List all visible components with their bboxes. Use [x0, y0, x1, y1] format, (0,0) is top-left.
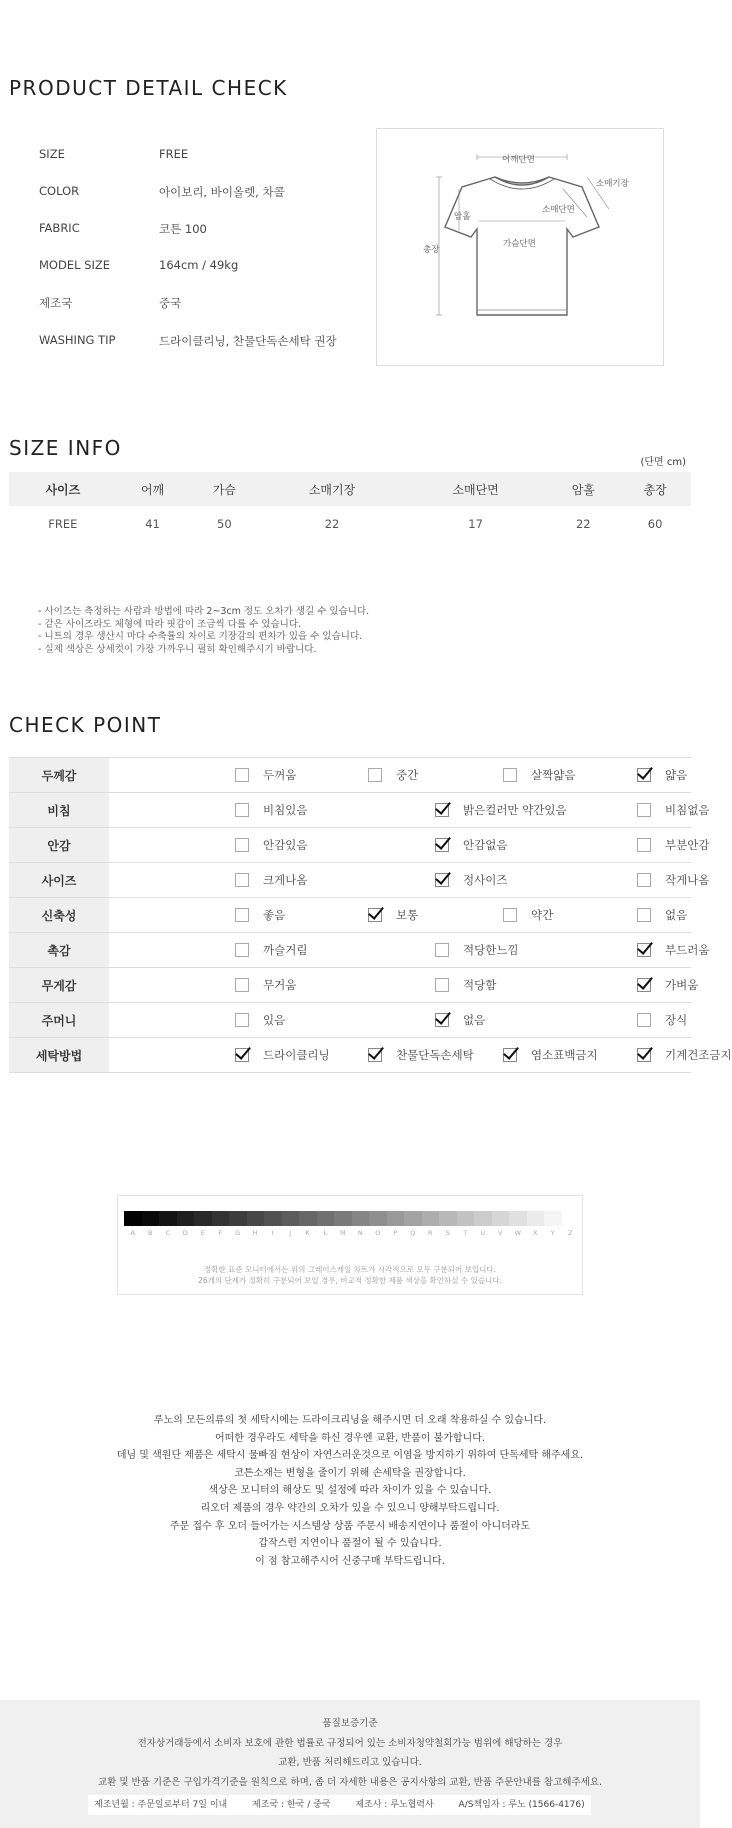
grayscale-letter: U [480, 1229, 486, 1237]
grayscale-letter: G [235, 1229, 241, 1237]
checkbox-empty-icon[interactable] [235, 838, 249, 852]
check-option[interactable] [637, 942, 709, 958]
note-line: - 니트의 경우 생산시 마다 수축률의 차이로 기장감의 편차가 있을 수 있습니다. [38, 631, 363, 642]
check-option-label: 찬물단독손세탁 [396, 1048, 474, 1062]
manufacture-country: 제조국 : 한국 / 중국 [252, 1800, 331, 1810]
grayscale-swatch [142, 1211, 160, 1226]
footer-meta [88, 1795, 591, 1815]
size-cell: 22 [324, 517, 340, 531]
check-option[interactable] [235, 767, 296, 783]
check-option[interactable] [637, 907, 687, 923]
check-option-label: 얇음 [665, 768, 688, 782]
check-option[interactable] [235, 977, 296, 993]
check-label: 무게감 [9, 968, 109, 1003]
check-option[interactable] [235, 802, 307, 818]
check-option-label: 크게나옴 [263, 873, 308, 887]
checkbox-checked-icon[interactable] [235, 1048, 249, 1062]
grayscale-swatch [264, 1211, 282, 1226]
check-option[interactable] [637, 802, 709, 818]
spec-key: FABRIC [39, 221, 80, 235]
spec-key: MODEL SIZE [39, 258, 110, 272]
check-options [109, 863, 710, 898]
checkbox-empty-icon[interactable] [235, 978, 249, 992]
check-option-label: 안감있음 [263, 838, 308, 852]
grayscale-letter: Y [550, 1229, 555, 1237]
checkbox-checked-icon[interactable] [435, 803, 449, 817]
checkbox-empty-icon[interactable] [637, 838, 651, 852]
size-header-cell: 가슴 [188, 472, 260, 506]
checkbox-checked-icon[interactable] [435, 1013, 449, 1027]
check-row [9, 828, 691, 863]
grayscale-letter: Z [568, 1229, 573, 1237]
grayscale-letter: I [271, 1229, 274, 1237]
check-label: 주머니 [9, 1003, 109, 1038]
footer-line: 전자상거래등에서 소비자 보호에 관한 법률로 규정되어 있는 소비자청약철회가능 범위에 해당하는 경우 [137, 1737, 563, 1749]
spec-value: 164cm / 49kg [159, 258, 239, 272]
diagram-label-shoulder: 어깨단면 [502, 155, 535, 165]
size-cell: 60 [647, 517, 663, 531]
check-option[interactable] [637, 977, 698, 993]
grayscale-swatch [159, 1211, 177, 1226]
check-option-label: 작게나옴 [665, 873, 710, 887]
care-line: 갑작스런 지연이나 품절이 될 수 있습니다. [258, 1538, 442, 1550]
spec-key: 제조국 [39, 296, 73, 310]
grayscale-letter: B [148, 1229, 153, 1237]
check-row [9, 933, 691, 968]
check-option-label: 드라이클리닝 [263, 1048, 330, 1062]
check-options [109, 793, 710, 828]
checkbox-checked-icon[interactable] [637, 1048, 651, 1062]
grayscale-letter: X [533, 1229, 538, 1237]
checkbox-empty-icon[interactable] [503, 768, 517, 782]
check-option[interactable] [435, 802, 567, 818]
size-cell: FREE [48, 517, 78, 531]
check-option[interactable] [235, 1012, 285, 1028]
checkbox-checked-icon[interactable] [637, 978, 651, 992]
as-contact: A/S책임자 : 루노 (1566-4176) [458, 1800, 585, 1810]
spec-value: FREE [159, 147, 189, 161]
care-line: 주문 접수 후 오더 들어가는 시스템상 상품 주문시 배송지연이나 품절이 아니더라도 [169, 1520, 531, 1532]
checkbox-empty-icon[interactable] [637, 873, 651, 887]
checkbox-empty-icon[interactable] [235, 803, 249, 817]
checkbox-empty-icon[interactable] [637, 803, 651, 817]
spec-key: COLOR [39, 184, 80, 198]
check-option[interactable] [435, 942, 519, 958]
note-line: - 사이즈는 측정하는 사람과 방법에 따라 2~3cm 정도 오차가 생길 수 있습니다. [38, 606, 370, 617]
grayscale-swatch [124, 1211, 142, 1226]
check-option[interactable] [368, 907, 418, 923]
product-detail-title: PRODUCT DETAIL CHECK [9, 76, 288, 100]
size-notes [38, 606, 369, 656]
care-line: 색상은 모니터의 해상도 및 설정에 따라 차이가 있을 수 있습니다. [208, 1485, 492, 1497]
check-option-label: 무거움 [263, 978, 297, 992]
check-option-label: 두꺼움 [263, 768, 297, 782]
quality-guarantee-footer [0, 1700, 700, 1828]
grayscale-swatch [439, 1211, 457, 1226]
size-header-cell: 어깨 [117, 472, 189, 506]
tshirt-size-diagram [376, 128, 664, 366]
grayscale-swatch [352, 1211, 370, 1226]
grayscale-letter: E [200, 1229, 205, 1237]
size-header-cell: 사이즈 [9, 472, 117, 506]
checkbox-empty-icon[interactable] [235, 943, 249, 957]
check-option[interactable] [368, 767, 418, 783]
manufacturer: 제조사 : 루노협력사 [355, 1800, 434, 1810]
care-line: 리오더 제품의 경우 약간의 오차가 있을 수 있으니 양해부탁드립니다. [200, 1502, 500, 1514]
checkbox-checked-icon[interactable] [368, 1048, 382, 1062]
grayscale-letter: O [375, 1229, 381, 1237]
note-line: - 실제 색상은 상세컷이 가장 가까우니 필히 확인해주시기 바랍니다. [38, 643, 317, 655]
grayscale-note-line: 정확한 표준 모니터에서는 위의 그레이스케일 차트가 시각적으로 모두 구분되어 보입니다. [204, 1265, 496, 1274]
check-row [9, 863, 691, 898]
check-label: 세탁방법 [9, 1038, 109, 1073]
check-row [9, 898, 691, 933]
checkbox-empty-icon[interactable] [235, 768, 249, 782]
diagram-label-chest: 가슴단면 [503, 239, 536, 249]
size-header-cell: 소매기장 [260, 472, 404, 506]
checkbox-empty-icon[interactable] [637, 1013, 651, 1027]
check-option[interactable] [435, 872, 507, 888]
grayscale-letter: M [339, 1229, 346, 1237]
grayscale-chart [117, 1195, 583, 1295]
spec-key: SIZE [39, 147, 65, 161]
grayscale-letter: C [165, 1229, 171, 1237]
check-option-label: 중간 [396, 768, 419, 782]
footer-text [0, 1714, 700, 1792]
grayscale-swatch [562, 1211, 580, 1226]
grayscale-swatch [509, 1211, 527, 1226]
check-option[interactable] [368, 1047, 474, 1063]
check-option-label: 기계건조금지 [665, 1048, 732, 1062]
check-option-label: 좋음 [263, 908, 286, 922]
check-option-label: 염소표백금지 [531, 1048, 598, 1062]
grayscale-swatch [492, 1211, 510, 1226]
check-option-label: 정사이즈 [463, 873, 508, 887]
size-cell: 50 [217, 517, 232, 531]
grayscale-swatch [299, 1211, 317, 1226]
check-options [109, 828, 710, 863]
check-row [9, 968, 691, 1003]
check-option[interactable] [637, 767, 687, 783]
check-option-label: 까슬거림 [263, 943, 308, 957]
check-option[interactable] [235, 942, 307, 958]
check-option[interactable] [235, 907, 285, 923]
checkbox-empty-icon[interactable] [235, 908, 249, 922]
checkbox-empty-icon[interactable] [435, 943, 449, 957]
grayscale-letter: Q [410, 1229, 416, 1237]
grayscale-letter: H [252, 1229, 258, 1237]
check-option-label: 있음 [263, 1013, 286, 1027]
check-option[interactable] [637, 1047, 732, 1063]
spec-value: 아이보리, 바이올렛, 차콜 [159, 185, 285, 199]
grayscale-swatch [457, 1211, 475, 1226]
check-option-label: 부드러움 [665, 943, 710, 957]
check-options [109, 1003, 691, 1038]
manufacture-date: 제조년월 : 주문일로부터 7일 이내 [94, 1800, 228, 1810]
grayscale-note-line: 26개의 단계가 정확히 구분되어 보일 경우, 비교적 정확한 제품 색상을 확인하실 수 있습니다. [198, 1276, 502, 1285]
check-option[interactable] [235, 1047, 330, 1063]
footer-line: 교환, 반품 처리해드리고 있습니다. [278, 1757, 422, 1768]
checkbox-empty-icon[interactable] [235, 873, 249, 887]
grayscale-letter: S [445, 1229, 450, 1237]
grayscale-swatch [527, 1211, 545, 1226]
grayscale-letter: T [463, 1229, 468, 1237]
check-label: 두께감 [9, 758, 109, 793]
checkbox-checked-icon[interactable] [503, 1048, 517, 1062]
grayscale-letter: N [357, 1229, 363, 1237]
checkbox-checked-icon[interactable] [637, 768, 651, 782]
diagram-label-sleeve-width: 소매단면 [542, 205, 575, 215]
grayscale-letter: R [427, 1229, 433, 1237]
grayscale-swatch [194, 1211, 212, 1226]
checkbox-empty-icon[interactable] [435, 978, 449, 992]
size-unit: (단면 cm) [640, 457, 686, 468]
note-line: - 같은 사이즈라도 체형에 따라 핏감이 조금씩 다를 수 있습니다. [38, 618, 302, 630]
check-option[interactable] [503, 767, 575, 783]
checkbox-empty-icon[interactable] [503, 908, 517, 922]
grayscale-swatch [422, 1211, 440, 1226]
check-row [9, 758, 691, 793]
check-option[interactable] [235, 872, 307, 888]
grayscale-letter: W [514, 1229, 521, 1237]
care-line: 루노의 모든의류의 첫 세탁시에는 드라이크리닝을 해주시면 더 오래 착용하실 수 있습니다. [153, 1415, 547, 1426]
check-option-label: 가벼움 [665, 978, 699, 992]
grayscale-swatch [177, 1211, 195, 1226]
diagram-label-sleeve-length: 소매기장 [596, 179, 629, 189]
check-point-title: CHECK POINT [9, 713, 162, 737]
check-label: 비침 [9, 793, 109, 828]
size-table-header [9, 472, 691, 506]
care-notice [0, 1412, 700, 1570]
check-option[interactable] [637, 872, 709, 888]
check-option-label: 적당한느낌 [463, 943, 519, 957]
grayscale-swatch [282, 1211, 300, 1226]
size-cell: 22 [575, 517, 591, 531]
check-option-label: 장식 [665, 1013, 688, 1027]
checkbox-checked-icon[interactable] [435, 873, 449, 887]
grayscale-note [118, 1264, 582, 1286]
check-point-table [9, 757, 732, 1073]
spec-value: 중국 [159, 296, 182, 310]
grayscale-swatch [247, 1211, 265, 1226]
check-options [109, 898, 691, 933]
size-info-title: SIZE INFO [9, 436, 122, 460]
grayscale-letter: V [498, 1229, 503, 1237]
check-option-label: 보통 [396, 908, 419, 922]
check-option[interactable] [435, 977, 496, 993]
check-option[interactable] [637, 837, 709, 853]
check-option-label: 밝은컬러만 약간있음 [463, 803, 567, 817]
grayscale-swatch [544, 1211, 562, 1226]
check-option[interactable] [435, 1012, 485, 1028]
check-option-label: 적당함 [463, 978, 497, 992]
grayscale-letters [124, 1229, 579, 1237]
check-option-label: 비침없음 [665, 803, 710, 817]
check-option-label: 부분안감 [665, 838, 710, 852]
check-row [9, 1038, 691, 1073]
table-row [9, 506, 691, 542]
size-header-cell: 소매단면 [404, 472, 548, 506]
size-cell: 41 [145, 517, 160, 531]
check-option[interactable] [503, 1047, 598, 1063]
diagram-label-armhole: 암홀 [454, 212, 471, 222]
checkbox-checked-icon[interactable] [435, 838, 449, 852]
check-label: 촉감 [9, 933, 109, 968]
grayscale-letter: F [218, 1229, 223, 1237]
checkbox-empty-icon[interactable] [235, 1013, 249, 1027]
care-line: 이 점 참고해주시어 신중구매 부탁드립니다. [255, 1555, 445, 1567]
grayscale-strip [124, 1211, 579, 1226]
check-option-label: 없음 [665, 908, 688, 922]
checkbox-checked-icon[interactable] [368, 908, 382, 922]
check-options [109, 968, 699, 1003]
check-label: 안감 [9, 828, 109, 863]
grayscale-letter: J [289, 1229, 292, 1237]
spec-value: 드라이클리닝, 찬물단독손세탁 권장 [159, 334, 337, 348]
grayscale-swatch [369, 1211, 387, 1226]
check-option-label: 없음 [463, 1013, 486, 1027]
grayscale-swatch [229, 1211, 247, 1226]
grayscale-letter: D [182, 1229, 188, 1237]
grayscale-swatch [404, 1211, 422, 1226]
check-option-label: 비침있음 [263, 803, 308, 817]
grayscale-letter: K [305, 1229, 310, 1237]
size-cell: 17 [468, 517, 483, 531]
check-row [9, 793, 691, 828]
checkbox-empty-icon[interactable] [637, 908, 651, 922]
check-options [109, 933, 710, 968]
check-option[interactable] [435, 837, 507, 853]
care-line: 데님 및 색원단 제품은 세탁시 물빠짐 현상이 자연스러운것으로 이염을 방지하기 위하여 단독세탁 해주세요. [116, 1450, 584, 1462]
check-option-label: 살짝얇음 [531, 768, 576, 782]
check-label: 사이즈 [9, 863, 109, 898]
check-option-label: 약간 [531, 908, 554, 922]
check-options [109, 758, 691, 793]
check-option[interactable] [235, 837, 307, 853]
spec-value: 코튼 100 [159, 222, 207, 236]
size-table [9, 472, 691, 542]
grayscale-swatch [387, 1211, 405, 1226]
size-header-cell: 총장 [619, 472, 691, 506]
grayscale-letter: A [130, 1229, 135, 1237]
care-line: 코튼소재는 변형을 줄이기 위해 손세탁을 권장합니다. [234, 1467, 466, 1479]
size-header-cell: 암홀 [547, 472, 619, 506]
check-label: 신축성 [9, 898, 109, 933]
diagram-label-length: 총장 [423, 245, 440, 255]
grayscale-letter: P [393, 1229, 398, 1237]
grayscale-swatch [212, 1211, 230, 1226]
checkbox-empty-icon[interactable] [368, 768, 382, 782]
check-row [9, 1003, 691, 1038]
footer-line: 교환 및 반품 기준은 구입가격기준을 원칙으로 하며, 좀 더 자세한 내용은 공지사항의 교환, 반품 주문안내를 참고해주세요. [97, 1776, 603, 1788]
check-option[interactable] [637, 1012, 687, 1028]
grayscale-letter: L [323, 1229, 328, 1237]
checkbox-checked-icon[interactable] [637, 943, 651, 957]
spec-key: WASHING TIP [39, 333, 116, 347]
check-option-label: 안감없음 [463, 838, 508, 852]
grayscale-swatch [317, 1211, 335, 1226]
check-options [109, 1038, 732, 1073]
grayscale-swatch [334, 1211, 352, 1226]
footer-title: 품질보증기준 [322, 1718, 378, 1729]
grayscale-swatch [474, 1211, 492, 1226]
care-line: 어떠한 경우라도 세탁을 하신 경우엔 교환, 반품이 불가합니다. [214, 1432, 486, 1444]
check-option[interactable] [503, 907, 553, 923]
